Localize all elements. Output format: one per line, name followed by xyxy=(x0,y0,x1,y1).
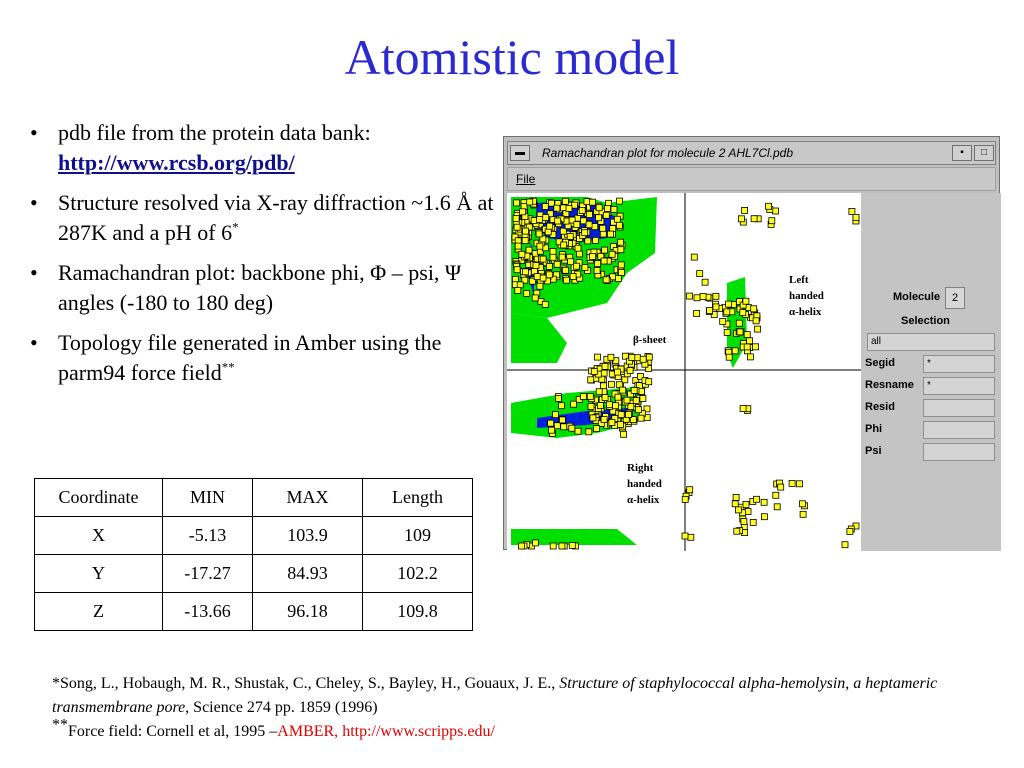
residue-point xyxy=(635,407,641,413)
left-handed-label-3: α-helix xyxy=(789,306,822,318)
table-cell: 103.9 xyxy=(253,517,363,555)
selection-field[interactable]: all xyxy=(867,333,995,351)
residue-point xyxy=(559,403,565,409)
molecule-label: Molecule xyxy=(893,291,941,303)
residue-point xyxy=(646,354,652,360)
residue-point xyxy=(609,251,615,257)
bullet-item xyxy=(30,328,510,388)
residue-point xyxy=(611,206,617,212)
window-menu-icon[interactable]: ▬ xyxy=(510,145,530,161)
residue-point xyxy=(559,543,565,549)
residue-point xyxy=(536,231,542,237)
coordinate-table xyxy=(34,478,473,631)
table-row xyxy=(35,517,473,555)
menu-file[interactable]: File xyxy=(516,172,536,186)
residue-point xyxy=(736,320,742,326)
residue-point xyxy=(724,309,730,315)
residue-point xyxy=(596,389,602,395)
table-cell: 96.18 xyxy=(253,593,363,631)
residue-point xyxy=(691,254,697,260)
residue-point xyxy=(750,519,756,525)
residue-point xyxy=(633,398,639,404)
pdb-link[interactable]: http://www.rcsb.org/pdb/ xyxy=(58,150,295,175)
residue-point xyxy=(687,487,693,493)
residue-point xyxy=(582,230,588,236)
residue-point xyxy=(697,271,703,277)
slide-title: Atomistic model xyxy=(344,29,680,85)
residue-point xyxy=(515,243,521,249)
allowed-region xyxy=(511,313,567,363)
table-header: Coordinate xyxy=(35,479,163,517)
selection-label: Selection xyxy=(901,315,950,327)
residue-point xyxy=(592,224,598,230)
resname-field[interactable]: * xyxy=(923,377,995,395)
bullet-text: Structure resolved via X-ray diffraction ~1.6 Å at 287K and a pH of 6 xyxy=(58,190,494,245)
psi-label: Psi xyxy=(865,445,882,457)
residue-point xyxy=(618,262,624,268)
right-handed-label-1: Right xyxy=(627,462,654,474)
residue-point xyxy=(514,200,520,206)
residue-point xyxy=(847,528,853,534)
phi-field[interactable] xyxy=(923,421,995,439)
residue-point xyxy=(547,223,553,229)
residue-point xyxy=(617,422,623,428)
residue-point xyxy=(570,273,576,279)
segid-field[interactable]: * xyxy=(923,355,995,373)
residue-point xyxy=(621,431,627,437)
window-menubar xyxy=(507,167,996,191)
reference-title: Structure of staphylococcal alpha-hemolysin, a heptameric transmembrane pore xyxy=(52,675,938,716)
residue-point xyxy=(561,242,567,248)
residue-point xyxy=(751,216,757,222)
residue-point xyxy=(740,310,746,316)
resname-label: Resname xyxy=(865,379,914,391)
footnote-marker: ** xyxy=(221,359,235,375)
residue-point xyxy=(624,397,630,403)
residue-point xyxy=(605,206,611,212)
residue-point xyxy=(734,528,740,534)
residue-point xyxy=(584,199,590,205)
residue-point xyxy=(602,247,608,253)
table-cell: -13.66 xyxy=(163,593,253,631)
residue-point xyxy=(800,501,806,507)
amber-text: AMBER, xyxy=(277,723,343,740)
reference-2 xyxy=(52,716,992,744)
residue-point xyxy=(638,415,644,421)
residue-point xyxy=(561,205,567,211)
residue-point xyxy=(853,214,859,220)
resid-field[interactable] xyxy=(923,399,995,417)
plot-canvas xyxy=(507,193,861,551)
left-handed-label-2: handed xyxy=(789,290,824,302)
residue-point xyxy=(849,208,855,214)
residue-point xyxy=(797,481,803,487)
residue-point xyxy=(753,344,759,350)
residue-point xyxy=(735,507,741,513)
residue-point xyxy=(545,229,551,235)
residue-point xyxy=(741,519,747,525)
molecule-field[interactable]: 2 xyxy=(945,287,965,309)
table-header: MAX xyxy=(253,479,363,517)
residue-point xyxy=(615,276,621,282)
residue-point xyxy=(769,218,775,224)
residue-point xyxy=(629,355,635,361)
residue-point xyxy=(575,428,581,434)
residue-point xyxy=(548,420,554,426)
residue-point xyxy=(778,484,784,490)
residue-point xyxy=(603,212,609,218)
residue-point xyxy=(627,368,633,374)
residue-point xyxy=(577,251,583,257)
bullet-text: pdb file from the protein data bank: xyxy=(58,120,371,145)
residue-point xyxy=(754,496,760,502)
residue-point xyxy=(537,216,543,222)
residue-point xyxy=(682,533,688,539)
reference-authors: *Song, L., Hobaugh, M. R., Shustak, C., Cheley, S., Bayley, H., Gouaux, J. E., xyxy=(52,675,560,692)
residue-point xyxy=(569,542,575,548)
residue-point xyxy=(774,504,780,510)
residue-point xyxy=(591,369,597,375)
residue-point xyxy=(537,243,543,249)
residue-point xyxy=(513,216,519,222)
residue-point xyxy=(542,301,548,307)
residue-point xyxy=(755,326,761,332)
residue-point xyxy=(554,205,560,211)
residue-point xyxy=(561,424,567,430)
residue-point xyxy=(761,499,767,505)
residue-point xyxy=(601,417,607,423)
residue-point xyxy=(732,348,738,354)
residue-point xyxy=(581,218,587,224)
table-cell: -17.27 xyxy=(163,555,253,593)
residue-point xyxy=(562,198,568,204)
residue-point xyxy=(800,511,806,517)
residue-point xyxy=(595,354,601,360)
residue-point xyxy=(702,279,708,285)
residue-point xyxy=(732,501,738,507)
residue-point xyxy=(527,199,533,205)
residue-point xyxy=(522,238,528,244)
residue-point xyxy=(555,218,561,224)
table-cell: Z xyxy=(35,593,163,631)
residue-point xyxy=(540,256,546,262)
residue-point xyxy=(761,514,767,520)
residue-point xyxy=(688,534,694,540)
residue-point xyxy=(549,427,555,433)
residue-point xyxy=(601,370,607,376)
right-handed-label-3: α-helix xyxy=(627,494,660,506)
bullet-list xyxy=(30,118,510,398)
residue-point xyxy=(546,263,552,269)
residue-point xyxy=(567,234,573,240)
residue-point xyxy=(617,198,623,204)
right-handed-label-2: handed xyxy=(627,478,662,490)
residue-point xyxy=(563,277,569,283)
beta-sheet-label: β-sheet xyxy=(633,334,667,346)
residue-point xyxy=(626,412,632,418)
scripps-link[interactable]: http://www.scripps.edu/ xyxy=(342,723,495,740)
residue-point xyxy=(743,501,749,507)
table-cell: 102.2 xyxy=(363,555,473,593)
residue-point xyxy=(587,212,593,218)
residue-point xyxy=(596,205,602,211)
residue-point xyxy=(523,228,529,234)
residue-point xyxy=(563,267,569,273)
residue-point xyxy=(635,355,641,361)
window-title: Ramachandran plot for molecule 2 AHL7Cl.pdb xyxy=(542,146,794,160)
residue-point xyxy=(520,209,526,215)
table-cell: Y xyxy=(35,555,163,593)
bullet-text: Topology file generated in Amber using the parm94 force field xyxy=(58,330,442,385)
residue-point xyxy=(609,419,615,425)
residue-point xyxy=(581,394,587,400)
selection-panel xyxy=(861,193,1001,551)
residue-point xyxy=(742,207,748,213)
ramachandran-window xyxy=(503,136,1000,550)
residue-point xyxy=(593,237,599,243)
residue-point xyxy=(608,381,614,387)
residue-point xyxy=(574,222,580,228)
table-cell: X xyxy=(35,517,163,555)
residue-point xyxy=(745,509,751,515)
residue-point xyxy=(733,494,739,500)
footnote-marker: * xyxy=(232,219,239,235)
residue-point xyxy=(608,354,614,360)
residue-point xyxy=(747,354,753,360)
residue-point xyxy=(518,543,524,549)
bullet-item xyxy=(30,188,510,248)
residue-point xyxy=(744,332,750,338)
bullet-dot: • xyxy=(30,260,38,285)
residue-point xyxy=(597,403,603,409)
residue-point xyxy=(615,394,621,400)
residue-point xyxy=(601,258,607,264)
residue-point xyxy=(575,245,581,251)
references xyxy=(52,672,992,744)
table-row xyxy=(35,593,473,631)
resid-label: Resid xyxy=(865,401,895,413)
residue-point xyxy=(546,272,552,278)
residue-point xyxy=(524,290,530,296)
residue-point xyxy=(582,264,588,270)
residue-point xyxy=(594,426,600,432)
residue-point xyxy=(724,329,730,335)
residue-point xyxy=(615,369,621,375)
residue-point xyxy=(571,401,577,407)
residue-point xyxy=(517,282,523,288)
residue-point xyxy=(631,387,637,393)
residue-point xyxy=(543,215,549,221)
window-titlebar[interactable] xyxy=(507,141,996,165)
residue-point xyxy=(559,254,565,260)
residue-point xyxy=(590,415,596,421)
residue-point xyxy=(537,283,543,289)
residue-point xyxy=(550,254,556,260)
residue-point xyxy=(616,222,622,228)
residue-point xyxy=(533,263,539,269)
footnote-marker: ** xyxy=(52,716,68,734)
residue-point xyxy=(789,480,795,486)
residue-point xyxy=(618,247,624,253)
residue-point xyxy=(574,263,580,269)
residue-point xyxy=(532,295,538,301)
residue-point xyxy=(559,417,565,423)
residue-point xyxy=(628,404,634,410)
phi-label: Phi xyxy=(865,423,883,435)
ramachandran-plot xyxy=(507,193,861,551)
residue-point xyxy=(553,412,559,418)
residue-point xyxy=(618,239,624,245)
residue-point xyxy=(586,222,592,228)
residue-point xyxy=(707,307,713,313)
residue-point xyxy=(555,396,561,402)
residue-point xyxy=(766,203,772,209)
residue-point xyxy=(606,402,612,408)
table-header-row xyxy=(35,479,473,517)
residue-point xyxy=(594,268,600,274)
residue-point xyxy=(603,277,609,283)
bullet-item xyxy=(30,118,510,178)
table-cell: 109.8 xyxy=(363,593,473,631)
table-cell: 84.93 xyxy=(253,555,363,593)
residue-point xyxy=(607,231,613,237)
residue-point xyxy=(640,396,646,402)
table-cell: -5.13 xyxy=(163,517,253,555)
residue-point xyxy=(640,356,646,362)
minimize-icon[interactable]: ▪ xyxy=(952,145,972,161)
residue-point xyxy=(600,231,606,237)
residue-point xyxy=(694,311,700,317)
residue-point xyxy=(620,387,626,393)
residue-point xyxy=(540,275,546,281)
residue-point xyxy=(720,318,726,324)
residue-point xyxy=(773,492,779,498)
residue-point xyxy=(737,329,743,335)
residue-point xyxy=(602,395,608,401)
residue-point xyxy=(747,338,753,344)
segid-label: Segid xyxy=(865,357,895,369)
residue-point xyxy=(522,269,528,275)
residue-point xyxy=(601,383,607,389)
table-header: MIN xyxy=(163,479,253,517)
residue-point xyxy=(569,425,575,431)
left-handed-label-1: Left xyxy=(789,274,809,286)
residue-point xyxy=(542,204,548,210)
residue-point xyxy=(646,379,652,385)
residue-point xyxy=(726,301,732,307)
residue-point xyxy=(602,363,608,369)
residue-point xyxy=(726,354,732,360)
residue-point xyxy=(682,496,688,502)
reference-1 xyxy=(52,672,992,720)
residue-point xyxy=(587,393,593,399)
residue-point xyxy=(596,215,602,221)
residue-point xyxy=(713,293,719,299)
table-cell: 109 xyxy=(363,517,473,555)
residue-point xyxy=(519,251,525,257)
residue-point xyxy=(534,274,540,280)
residue-point xyxy=(614,216,620,222)
residue-point xyxy=(738,216,744,222)
residue-point xyxy=(568,259,574,265)
residue-point xyxy=(588,404,594,410)
residue-point xyxy=(751,306,757,312)
residue-point xyxy=(694,295,700,301)
residue-point xyxy=(595,261,601,267)
reference-journal: , Science 274 pp. 1859 (1996) xyxy=(185,699,378,716)
residue-point xyxy=(579,208,585,214)
residue-point xyxy=(618,412,624,418)
residue-point xyxy=(526,247,532,253)
residue-point xyxy=(600,225,606,231)
residue-point xyxy=(590,254,596,260)
bullet-text: Ramachandran plot: backbone phi, Φ – psi, Ψ angles (-180 to 180 deg) xyxy=(58,260,462,315)
maximize-icon[interactable]: □ xyxy=(974,145,994,161)
bullet-item xyxy=(30,258,510,318)
residue-point xyxy=(622,377,628,383)
residue-point xyxy=(743,298,749,304)
bullet-dot: • xyxy=(30,120,38,145)
residue-point xyxy=(842,542,848,548)
residue-point xyxy=(613,403,619,409)
residue-point xyxy=(533,540,539,546)
residue-point xyxy=(588,377,594,383)
residue-point xyxy=(619,270,625,276)
bullet-dot: • xyxy=(30,190,38,215)
residue-point xyxy=(554,423,560,429)
residue-point xyxy=(744,344,750,350)
residue-point xyxy=(566,205,572,211)
residue-point xyxy=(700,294,706,300)
forcefield-text: Force field: Cornell et al, 1995 – xyxy=(68,723,278,740)
residue-point xyxy=(740,406,746,412)
table-header: Length xyxy=(363,479,473,517)
residue-point xyxy=(586,429,592,435)
residue-point xyxy=(514,267,520,273)
residue-point xyxy=(515,288,521,294)
residue-point xyxy=(590,199,596,205)
bullet-dot: • xyxy=(30,330,38,355)
residue-point xyxy=(550,543,556,549)
residue-point xyxy=(550,248,556,254)
residue-point xyxy=(753,318,759,324)
residue-point xyxy=(554,261,560,267)
psi-field[interactable] xyxy=(923,443,995,461)
residue-point xyxy=(514,224,520,230)
residue-point xyxy=(773,208,779,214)
table-row xyxy=(35,555,473,593)
residue-point xyxy=(713,304,719,310)
residue-point xyxy=(687,293,693,299)
